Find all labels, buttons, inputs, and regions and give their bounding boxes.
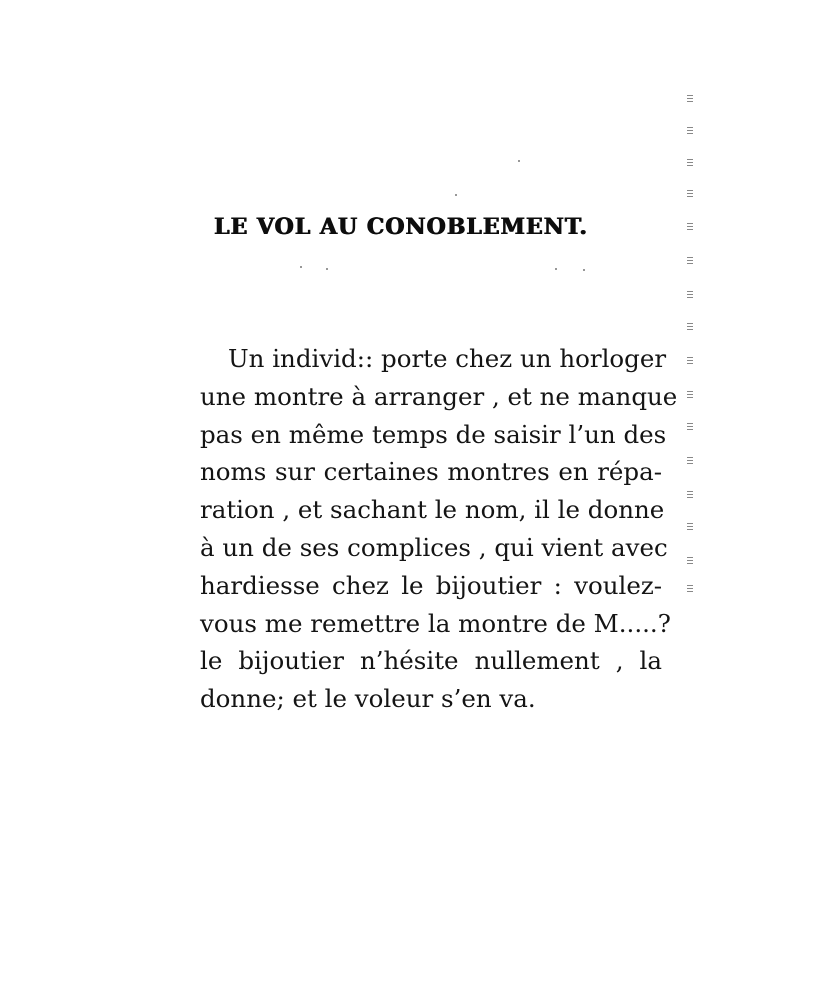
paper-speck [455,194,457,196]
text-line: pas en même temps de saisir l’un des [200,419,667,449]
body-paragraph [200,340,678,718]
show-through-margin-marks [683,95,699,605]
text-line: une montre à arranger , et ne manque [200,381,678,411]
text-line: donne; et le voleur s’en va. [200,684,536,714]
text-line: ration , et sachant le nom, il le donne [200,495,665,525]
text-line: vous me remettre la montre de M.....? [200,608,671,638]
text-line: noms sur certaines montres en répa- [200,457,662,487]
chapter-title: LE VOL AU CONOBLEMENT. [214,214,588,240]
paper-speck [326,268,328,270]
text-line: hardiesse chez le bijoutier : voulez- [200,570,662,600]
text-line: à un de ses complices , qui vient avec [200,532,668,562]
paper-speck [555,268,557,270]
paper-speck [300,266,302,268]
text-line: le bijoutier n’hésite nullement , la [200,646,662,676]
paper-speck [518,160,520,162]
text-line: Un individ:: porte chez un horloger [228,344,667,373]
paper-speck [583,269,585,271]
